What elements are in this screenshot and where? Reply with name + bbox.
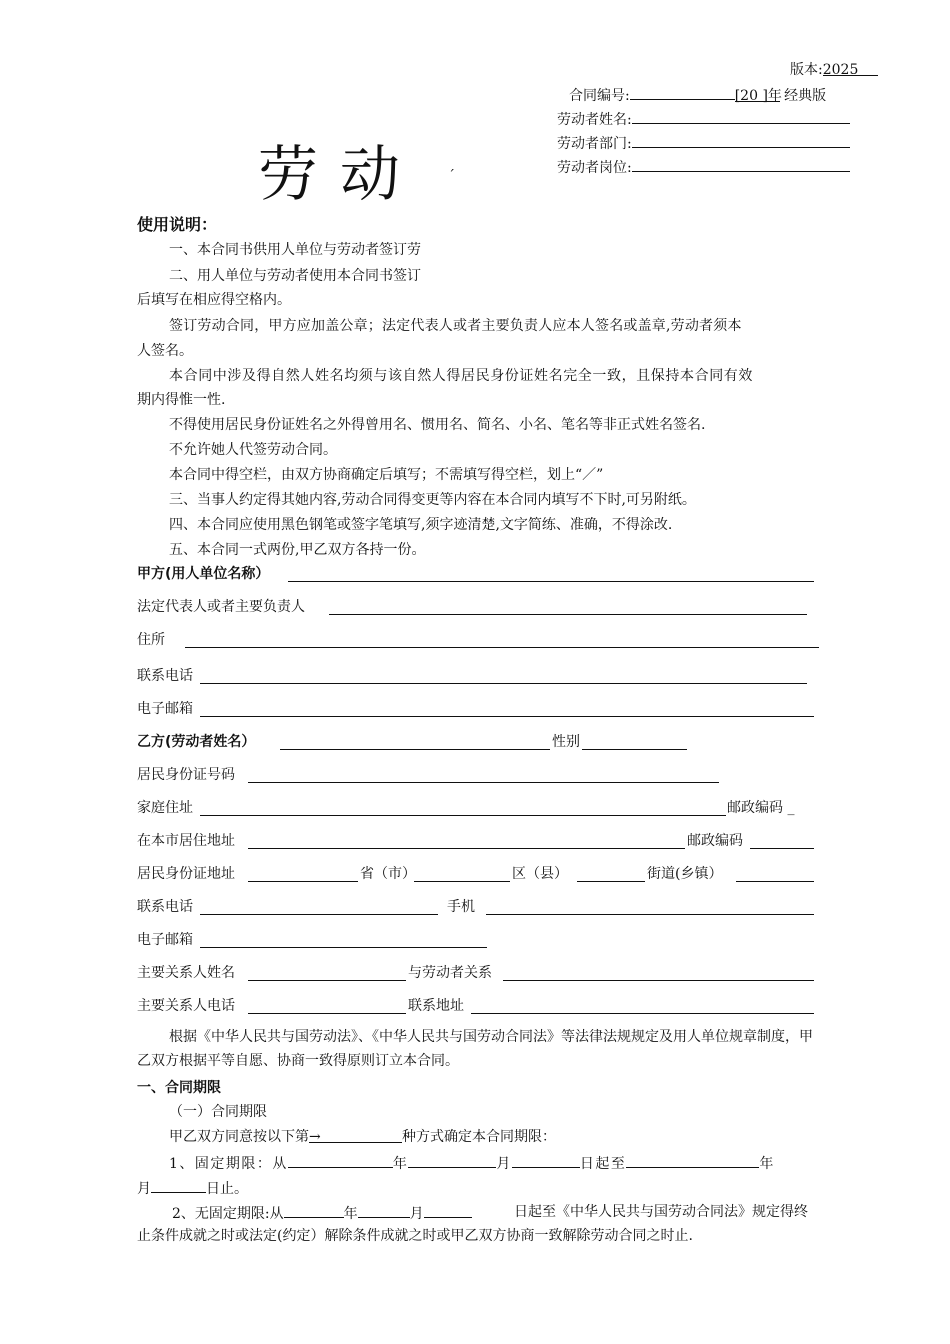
fixed-term-line-2 <box>137 1177 248 1199</box>
instruction-item: 本合同中得空栏，由双方协商确定后填写；不需填写得空栏，划上“／” <box>169 467 604 483</box>
version-label: 版本: <box>790 62 823 78</box>
fixed-term-label: 1、固定期限：从 <box>169 1156 288 1172</box>
party-a-rep-field[interactable] <box>329 614 807 615</box>
contract-edition: 经典版 <box>784 88 827 104</box>
party-b-phone-label: 联系电话 <box>137 899 193 915</box>
month-label-2: 月 <box>137 1181 151 1197</box>
party-b-name-label: 乙方(劳动者姓名） <box>137 734 256 750</box>
agree-value[interactable]: → <box>309 1127 402 1143</box>
contract-no-label: 合同编号: <box>569 88 630 104</box>
contract-no-line <box>569 84 826 106</box>
preamble: 根据《中华人民共与国劳动法》、《中华人民共与国劳动合同法》等法律法规规定及用人单位规章制度，甲乙双方根据平等自愿、协商一致得原则订立本合同。 <box>137 1029 813 1069</box>
party-b-postcode-label-1: 邮政编码 _ <box>727 800 795 816</box>
instruction-item: 人签名。 <box>137 343 193 359</box>
party-b-contact-addr-label: 联系地址 <box>408 998 464 1014</box>
party-b-postcode-label-2: 邮政编码 <box>687 833 743 849</box>
party-b-mobile-label: 手机 <box>447 899 475 915</box>
version-line <box>790 60 878 80</box>
party-b-street-end-field[interactable] <box>736 881 814 882</box>
worker-dept-line <box>557 132 850 154</box>
instruction-item: 本合同中涉及得自然人姓名均须与该自然人得居民身份证姓名完全一致，且保持本合同有效 <box>169 368 753 384</box>
worker-dept-field[interactable] <box>632 132 850 148</box>
worker-post-label: 劳动者岗位: <box>557 160 632 176</box>
party-a-phone-label: 联系电话 <box>137 668 193 684</box>
party-a-email-field[interactable] <box>200 716 814 717</box>
worker-name-line <box>557 108 850 130</box>
worker-post-field[interactable] <box>632 156 850 172</box>
party-a-address-label: 住所 <box>137 632 165 648</box>
fixed-to-year[interactable] <box>626 1152 759 1168</box>
day-from-label: 日起至 <box>579 1156 627 1172</box>
party-b-relation-field[interactable] <box>503 980 814 981</box>
instruction-item: 二、用人单位与劳动者使用本合同书签订 <box>169 268 421 284</box>
worker-dept-label: 劳动者部门: <box>557 136 632 152</box>
fixed-from-year[interactable] <box>288 1152 393 1168</box>
party-b-phone-field[interactable] <box>200 914 438 915</box>
instruction-item: 不允许她人代签劳动合同。 <box>169 442 337 458</box>
party-b-home-label: 家庭住址 <box>137 800 193 816</box>
instruction-item: 四、本合同应使用黑色钢笔或签字笔填写,须字迹清楚,文字简练、准确，不得涂改. <box>169 517 673 533</box>
party-b-contact-name-label: 主要关系人姓名 <box>137 965 235 981</box>
fixed-from-day[interactable] <box>512 1152 580 1168</box>
party-b-local-label: 在本市居住地址 <box>137 833 235 849</box>
version-value: 2025 <box>823 60 878 76</box>
day-end-label: 日止。 <box>206 1181 248 1197</box>
instruction-item: 后填写在相应得空格内。 <box>137 292 291 308</box>
party-a-name-label: 甲方(用人单位名称） <box>137 566 270 582</box>
party-b-id-label: 居民身份证号码 <box>137 767 235 783</box>
party-a-rep-label: 法定代表人或者主要负责人 <box>137 599 305 615</box>
instruction-item: 不得使用居民身份证姓名之外得曾用名、惯用名、简名、小名、笔名等非正式姓名签名. <box>169 417 706 433</box>
year-label: 年 <box>392 1156 409 1172</box>
party-b-contact-phone-label: 主要关系人电话 <box>137 998 235 1014</box>
open-term-tail: 日起至《中华人民共与国劳动合同法》规定得终止条件成就之时或法定(约定）解除条件成就之时或甲乙双方协商一致解除劳动合同之时止. <box>137 1204 808 1244</box>
open-term-label: 2、无固定期限:从 <box>172 1206 284 1222</box>
section1-sub-heading: （一）合同期限 <box>169 1104 267 1120</box>
worker-name-label: 劳动者姓名: <box>557 112 632 128</box>
instruction-item: 签订劳动合同，甲方应加盖公章；法定代表人或者主要负责人应本人签名或盖章,劳动者须本 <box>169 318 742 334</box>
party-b-district-label: 区（县） <box>512 866 568 882</box>
contract-no-field[interactable] <box>630 84 735 100</box>
party-b-street-field[interactable] <box>577 881 645 882</box>
instructions-heading: 使用说明： <box>137 215 218 234</box>
section1-heading: 一、合同期限 <box>137 1080 221 1096</box>
party-a-name-field[interactable] <box>288 581 814 582</box>
worker-name-field[interactable] <box>632 108 850 124</box>
party-b-home-field[interactable] <box>200 815 726 816</box>
agree-line <box>169 1127 556 1147</box>
fixed-from-month[interactable] <box>408 1152 496 1168</box>
page-title: 劳动 <box>258 140 422 210</box>
party-b-mobile-field[interactable] <box>486 914 814 915</box>
instruction-item: 一、本合同书供用人单位与劳动者签订劳 <box>169 242 421 258</box>
party-b-local-field[interactable] <box>248 848 685 849</box>
instruction-item: 五、本合同一式两份,甲乙双方各持一份。 <box>169 542 426 558</box>
worker-post-line <box>557 156 850 178</box>
party-b-email-label: 电子邮箱 <box>137 932 193 948</box>
party-b-contact-addr-field[interactable] <box>471 1013 814 1014</box>
party-b-gender-field[interactable] <box>582 749 687 750</box>
agree-suffix: 种方式确定本合同期限： <box>402 1129 556 1145</box>
fixed-to-month[interactable] <box>151 1177 206 1193</box>
party-b-street-label: 街道(乡镇） <box>647 866 723 882</box>
year-label-2: 年 <box>759 1156 775 1172</box>
instruction-item: 期内得惟一性. <box>137 392 226 408</box>
party-a-phone-field[interactable] <box>200 683 807 684</box>
party-a-address-field[interactable] <box>185 647 819 648</box>
agree-prefix: 甲乙双方同意按以下第 <box>169 1129 309 1145</box>
party-b-gender-label: 性别 <box>552 734 580 750</box>
contract-no-year: [20 ]年 <box>734 88 782 104</box>
month-label-3: 月 <box>409 1206 424 1222</box>
party-b-id-field[interactable] <box>248 782 719 783</box>
party-b-postcode-field[interactable] <box>750 848 814 849</box>
party-b-contact-name-field[interactable] <box>248 980 406 981</box>
party-b-district-field[interactable] <box>414 881 510 882</box>
party-b-province-label: 省（市） <box>360 866 416 882</box>
party-b-province-field[interactable] <box>248 881 358 882</box>
party-a-email-label: 电子邮箱 <box>137 701 193 717</box>
party-b-id-addr-label: 居民身份证地址 <box>137 866 235 882</box>
party-b-relation-label: 与劳动者关系 <box>408 965 492 981</box>
fixed-term-line <box>169 1152 775 1174</box>
party-b-contact-phone-field[interactable] <box>248 1013 406 1014</box>
party-b-email-field[interactable] <box>200 947 487 948</box>
year-label-3: 年 <box>343 1206 358 1222</box>
title-fragment: ˊ <box>448 168 455 184</box>
party-b-name-field[interactable] <box>280 749 550 750</box>
instruction-item: 三、当事人约定得其她内容,劳动合同得变更等内容在本合同内填写不下时,可另附纸。 <box>169 492 696 508</box>
month-label: 月 <box>496 1156 512 1172</box>
